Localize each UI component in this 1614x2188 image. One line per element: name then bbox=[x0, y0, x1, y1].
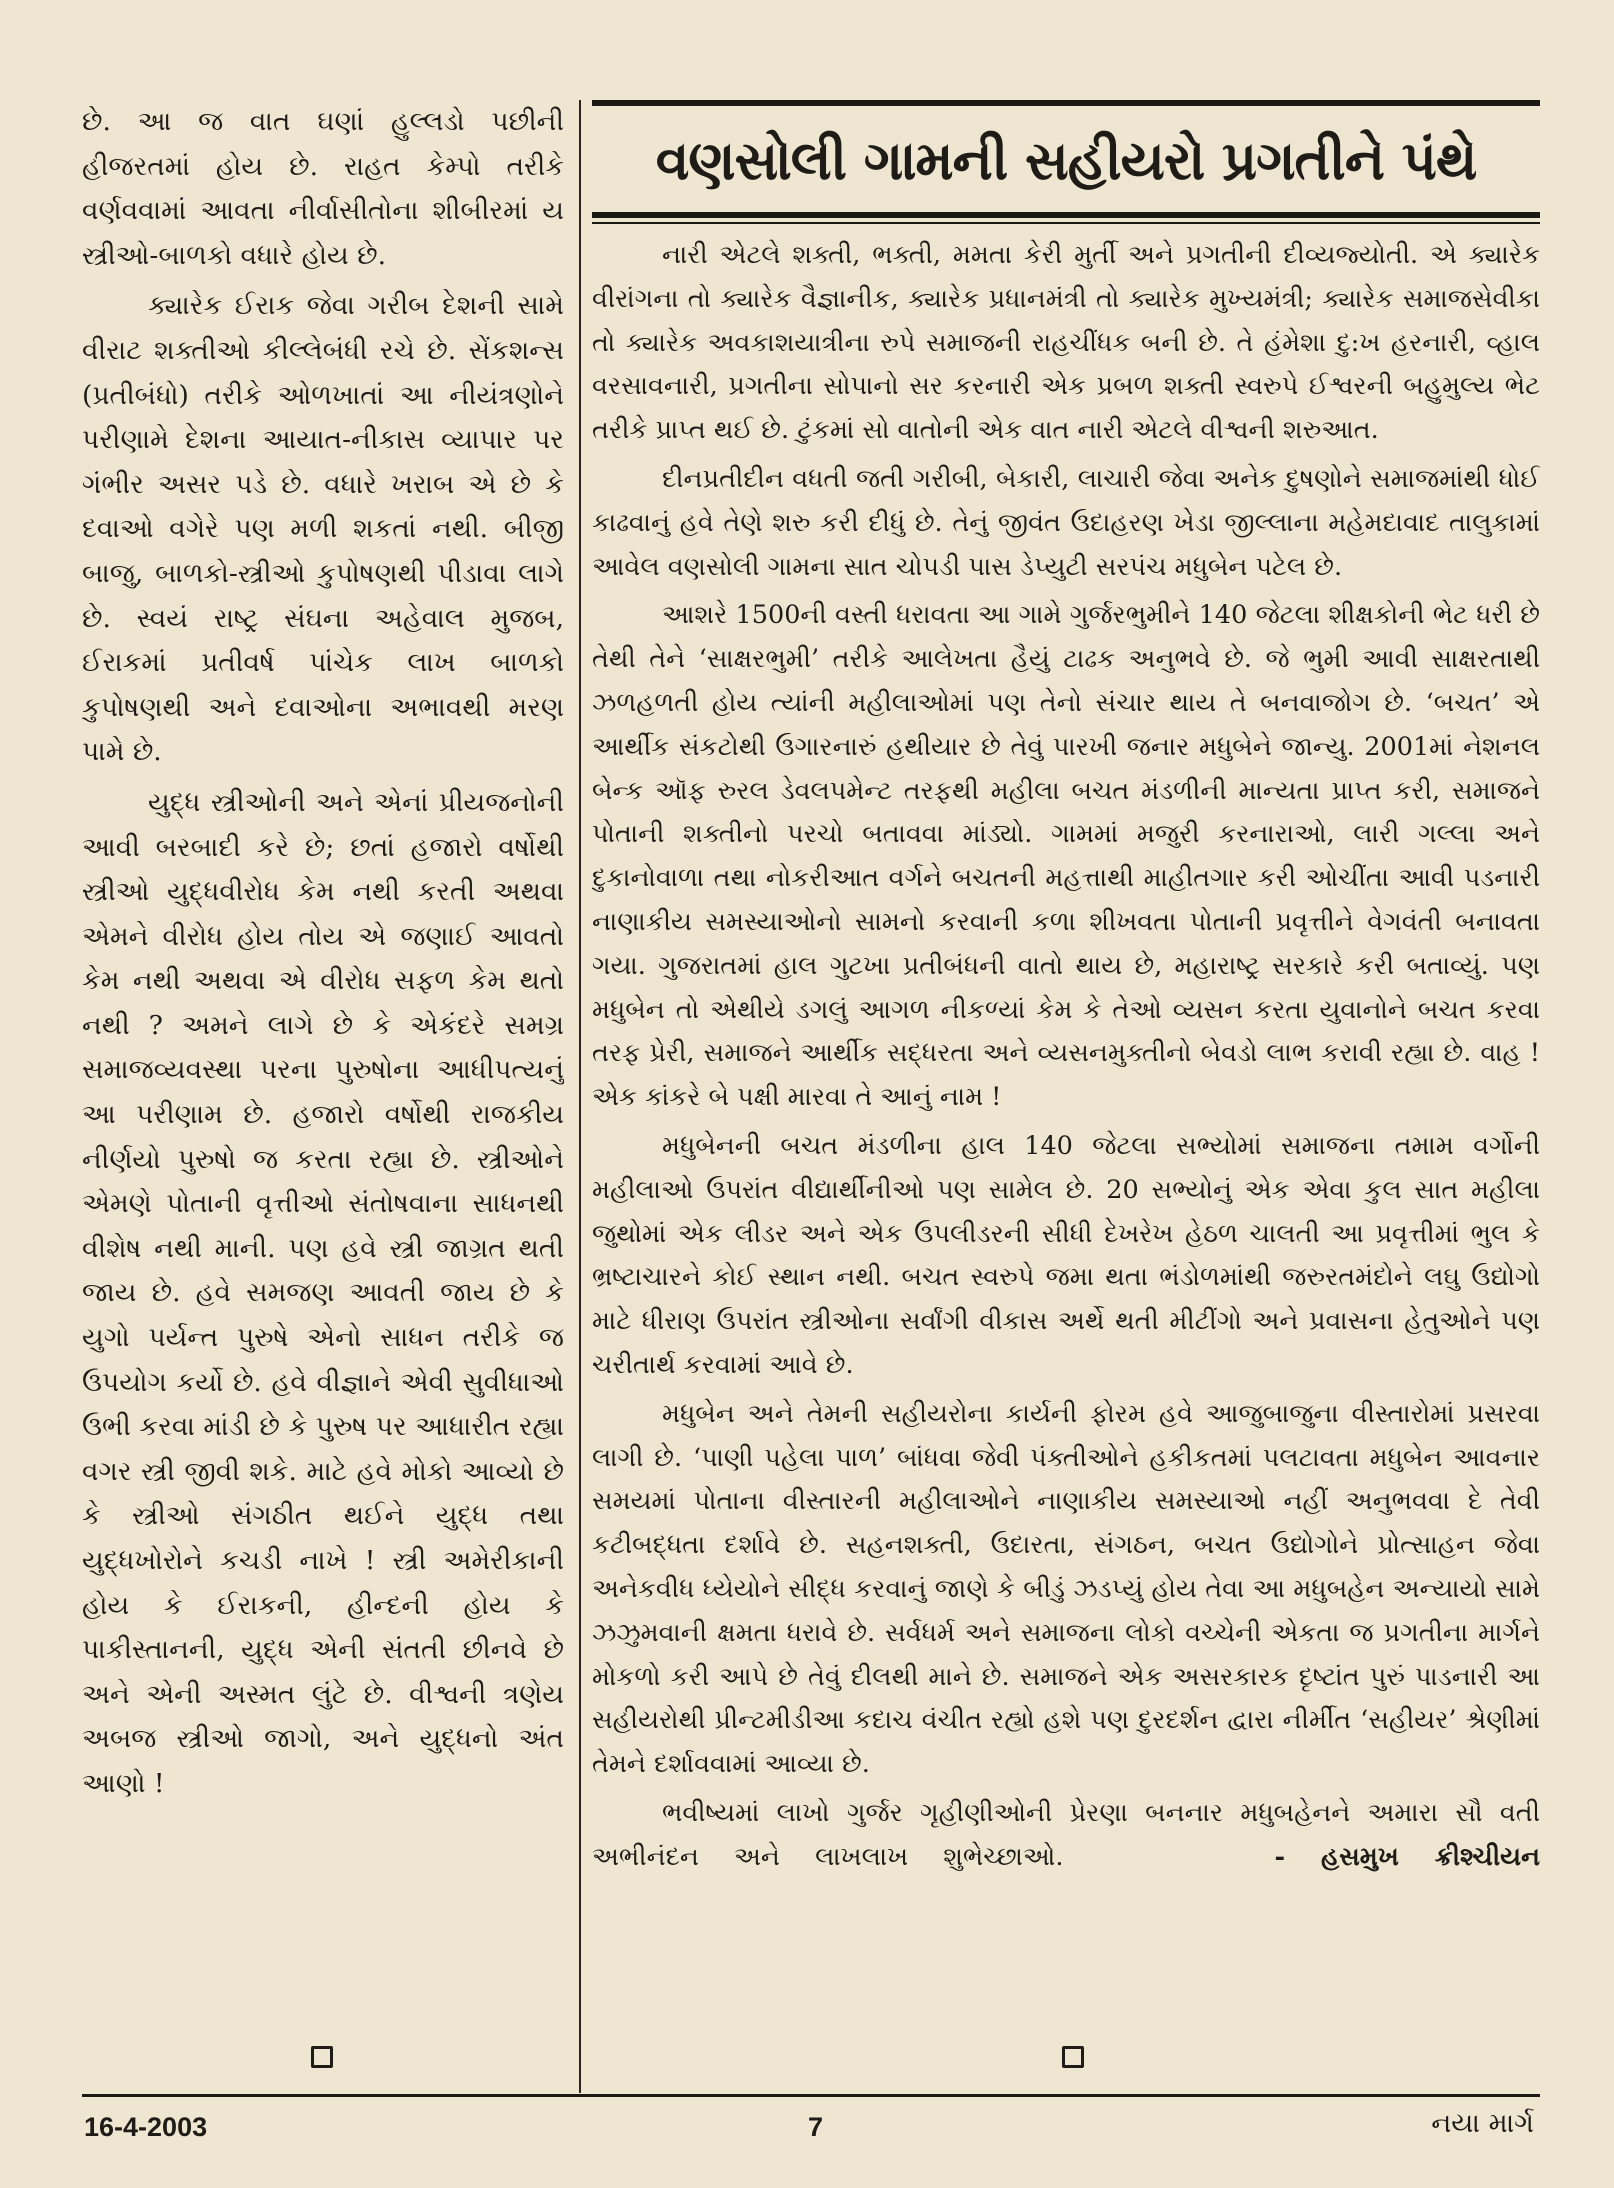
page-number: 7 bbox=[808, 2112, 824, 2142]
issue-date: 16-4-2003 bbox=[84, 2112, 208, 2142]
article-paragraph-6 bbox=[592, 1792, 1540, 1880]
right-end-mark bbox=[1062, 2046, 1084, 2068]
column-divider bbox=[579, 100, 581, 2093]
article-paragraph-4: મધુબેનની બચત મંડળીના હાલ 140 જેટલા સભ્યોમાં સમાજના તમામ વર્ગોની મહીલાઓ ઉપરાંત વીદ્યાર્થીનીઓ પણ સામેલ છે. 20 સભ્યોનું એક એવા કુલ સાત મહીલા જુથોમાં એક લીડર અને એક ઉપલીડરની સીધી દેખરેખ હેઠળ ચાલતી આ પ્રવૃત્તીમાં ભુલ કે ભ્રષ્ટાચારને કોઈ સ્થાન નથી. બચત સ્વરુપે જમા થતા ભંડોળમાંથી જરુરતમંદોને લઘુ ઉદ્યોગો માટે ધીરાણ ઉપરાંત સ્ત્રીઓના સર્વાંગી વીકાસ અર્થે થતી મીટીંગો અને પ્રવાસના હેતુઓને પણ ચરીતાર્થ કરવામાં આવે છે. bbox=[592, 1130, 1540, 1380]
left-end-mark bbox=[311, 2046, 333, 2068]
title-rule-top bbox=[592, 100, 1540, 106]
left-paragraph-3: યુદ્ધ સ્ત્રીઓની અને એનાં પ્રીયજનોની આવી બરબાદી કરે છે; છતાં હજારો વર્ષોથી સ્ત્રીઓ યુદ્ધવીરોધ કેમ નથી કરતી અથવા એમને વીરોધ હોય તોય એ જણાઈ આવતો કેમ નથી અથવા એ વીરોધ સફળ કેમ થતો નથી ? અમને લાગે છે કે એકંદરે સમગ્ર સમાજવ્યવસ્થા પરના પુરુષોના આધીપત્યનું આ પરીણામ છે. હજારો વર્ષોથી રાજકીય નીર્ણયો પુરુષો જ કરતા રહ્યા છે. સ્ત્રીઓને એમણે પોતાની વૃત્તીઓ સંતોષવાના સાધનથી વીશેષ નથી માની. પણ હવે સ્ત્રી જાગ્રત થતી જાય છે. હવે સમજણ આવતી જાય છે કે યુગો પર્યન્ત પુરુષે એનો સાધન તરીકે જ ઉપયોગ કર્યો છે. હવે વીજ્ઞાને એવી સુવીધાઓ ઉભી કરવા માંડી છે કે પુરુષ પર આધારીત રહ્યા વગર સ્ત્રી જીવી શકે. માટે હવે મોકો આવ્યો છે કે સ્ત્રીઓ સંગઠીત થઈને યુદ્ધ તથા યુદ્ધખોરોને કચડી નાખે ! સ્ત્રી અમેરીકાની હોય કે ઈરાકની, હીન્દની હોય કે પાકીસ્તાનની, યુદ્ધ એની સંતતી છીનવે છે અને એની અસ્મત લુંટે છે. વીશ્વની ત્રણેય અબજ સ્ત્રીઓ જાગો, અને યુદ્ધનો અંત આણો ! bbox=[82, 786, 564, 1799]
article-body bbox=[592, 234, 1540, 2094]
closing-text: ભવીષ્યમાં લાખો ગુર્જર ગૃહીણીઓની પ્રેરણા બનનાર મધુબહેનને અમારા સૌ વતી અભીનંદન અને લાખલાખ શુભેચ્છાઓ. bbox=[592, 1797, 1540, 1872]
left-paragraph-1: છે. આ જ વાત ઘણાં હુલ્લડો પછીની હીજરતમાં હોય છે. રાહત કેમ્પો તરીકે વર્ણવવામાં આવતા નીર્વાસીતોના શીબીરમાં ય સ્ત્રીઓ-બાળકો વધારે હોય છે. bbox=[82, 106, 564, 271]
title-rule-thin bbox=[592, 222, 1540, 224]
article-paragraph-1: નારી એટલે શક્તી, ભક્તી, મમતા કેરી મુર્તી અને પ્રગતીની દીવ્યજ્યોતી. એ ક્યારેક વીરાંગના તો ક્યારેક વૈજ્ઞાનીક, ક્યારેક પ્રધાનમંત્રી તો ક્યારેક મુખ્યમંત્રી; ક્યારેક સમાજસેવીકા તો ક્યારેક અવકાશયાત્રીના રુપે સમાજની રાહચીંધક બની છે. તે હંમેશા દુ:ખ હરનારી, વ્હાલ વરસાવનારી, પ્રગતીના સોપાનો સર કરનારી એક પ્રબળ શક્તી સ્વરુપે ઈશ્વરની બહુમુલ્ય ભેટ તરીકે પ્રાપ્ત થઈ છે. ટુંકમાં સો વાતોની એક વાત નારી એટલે વીશ્વની શરુઆત. bbox=[592, 240, 1540, 446]
title-rule-bottom bbox=[592, 212, 1540, 218]
article-paragraph-5: મધુબેન અને તેમની સહીયરોના કાર્યની ફોરમ હવે આજુબાજુના વીસ્તારોમાં પ્રસરવા લાગી છે. ‘પાણી પહેલા પાળ’ બાંધવા જેવી પંક્તીઓને હકીકતમાં પલટાવતા મધુબેન આવનાર સમયમાં પોતાના વીસ્તારની મહીલાઓને નાણાકીય સમસ્યાઓ નહીં અનુભવવા દે તેવી કટીબદ્ધતા દર્શાવે છે. સહનશક્તી, ઉદારતા, સંગઠન, બચત ઉદ્યોગોને પ્રોત્સાહન જેવા અનેકવીધ ધ્યેયોને સીદ્ધ કરવાનું જાણે કે બીડું ઝડપ્યું હોય તેવા આ મધુબહેન અન્યાયો સામે ઝઝુમવાની ક્ષમતા ધરાવે છે. સર્વધર્મ અને સમાજના લોકો વચ્ચેની એકતા જ પ્રગતીના માર્ગને મોકળો કરી આપે છે તેવું દીલથી માને છે. સમાજને એક અસરકારક દૃષ્ટાંત પુરું પાડનારી આ સહીયરોથી પ્રીન્ટમીડીઆ કદાચ વંચીત રહ્યો હશે પણ દુરદર્શન દ્વારા નીર્મીત ‘સહીયર’ શ્રેણીમાં તેમને દર્શાવવામાં આવ્યા છે. bbox=[592, 1398, 1540, 1780]
publication-name: નયા માર્ગ bbox=[1431, 2108, 1534, 2139]
footer-rule bbox=[82, 2094, 1540, 2097]
right-column bbox=[592, 100, 1540, 2090]
article-title: વણસોલી ગામની સહીયરો પ્રગતીને પંથે bbox=[655, 129, 1477, 192]
author-signature: - હસમુખ ક્રીશ્ચીયન bbox=[1274, 1841, 1540, 1872]
article-paragraph-2: દીનપ્રતીદીન વધતી જતી ગરીબી, બેકારી, લાચારી જેવા અનેક દુષણોને સમાજમાંથી ધોઈ કાઢવાનું હવે તેણે શરુ કરી દીધું છે. તેનું જીવંત ઉદાહરણ ખેડા જીલ્લાના મહેમદાવાદ તાલુકામાં આવેલ વણસોલી ગામના સાત ચોપડી પાસ ડેપ્યુટી સરપંચ મધુબેન પટેલ છે. bbox=[592, 463, 1540, 582]
left-column bbox=[82, 100, 564, 2090]
article-paragraph-3: આશરે 1500ની વસ્તી ધરાવતા આ ગામે ગુર્જરભુમીને 140 જેટલા શીક્ષકોની ભેટ ધરી છે તેથી તેને ‘સાક્ષરભુમી’ તરીકે આલેખતા હૈયું ટાઢક અનુભવે છે. જે ભુમી આવી સાક્ષરતાથી ઝળહળતી હોય ત્યાંની મહીલાઓમાં પણ તેનો સંચાર થાય તે બનવાજોગ છે. ‘બચત’ એ આર્થીક સંકટોથી ઉગારનારું હથીયાર છે તેવું પારખી જનાર મધુબેને જાન્યુ. 2001માં નેશનલ બેન્ક ઑફ રુરલ ડેવલપમેન્ટ તરફથી મહીલા બચત મંડળીની માન્યતા પ્રાપ્ત કરી, સમાજને પોતાની શક્તીનો પરચો બતાવવા માંડ્યો. ગામમાં મજુરી કરનારાઓ, લારી ગલ્લા અને દુકાનોવાળા તથા નોકરીઆત વર્ગને બચતની મહત્તાથી માહીતગાર કરી ઓચીંતા આવી પડનારી નાણાકીય સમસ્યાઓનો સામનો કરવાની કળા શીખવતા પોતાની પ્રવૃત્તીને વેગવંતી બનાવતા ગયા. ગુજરાતમાં હાલ ગુટખા પ્રતીબંધની વાતો થાય છે, મહારાષ્ટ્ર સરકારે કરી બતાવ્યું. પણ મધુબેન તો એથીયે ડગલું આગળ નીકળ્યાં કેમ કે તેઓ વ્યસન કરતા યુવાનોને બચત કરવા તરફ પ્રેરી, સમાજને આર્થીક સદ્ધરતા અને વ્યસનમુક્તીનો બેવડો લાભ કરાવી રહ્યા છે. વાહ ! એક કાંકરે બે પક્ષી મારવા તે આનું નામ ! bbox=[592, 600, 1540, 1113]
left-paragraph-2: ક્યારેક ઈરાક જેવા ગરીબ દેશની સામે વીરાટ શક્તીઓ કીલ્લેબંધી રચે છે. સેંકશન્સ (પ્રતીબંધો) તરીકે ઓળખાતાં આ નીયંત્રણોને પરીણામે દેશના આયાત-નીકાસ વ્યાપાર પર ગંભીર અસર પડે છે. વધારે ખરાબ એ છે કે દવાઓ વગેરે પણ મળી શકતાં નથી. બીજી બાજુ, બાળકો-સ્ત્રીઓ કુપોષણથી પીડાવા લાગે છે. સ્વયં રાષ્ટ્ર સંઘના અહેવાલ મુજબ, ઈરાકમાં પ્રતીવર્ષ પાંચેક લાખ બાળકો કુપોષણથી અને દવાઓના અભાવથી મરણ પામે છે. bbox=[82, 290, 564, 768]
